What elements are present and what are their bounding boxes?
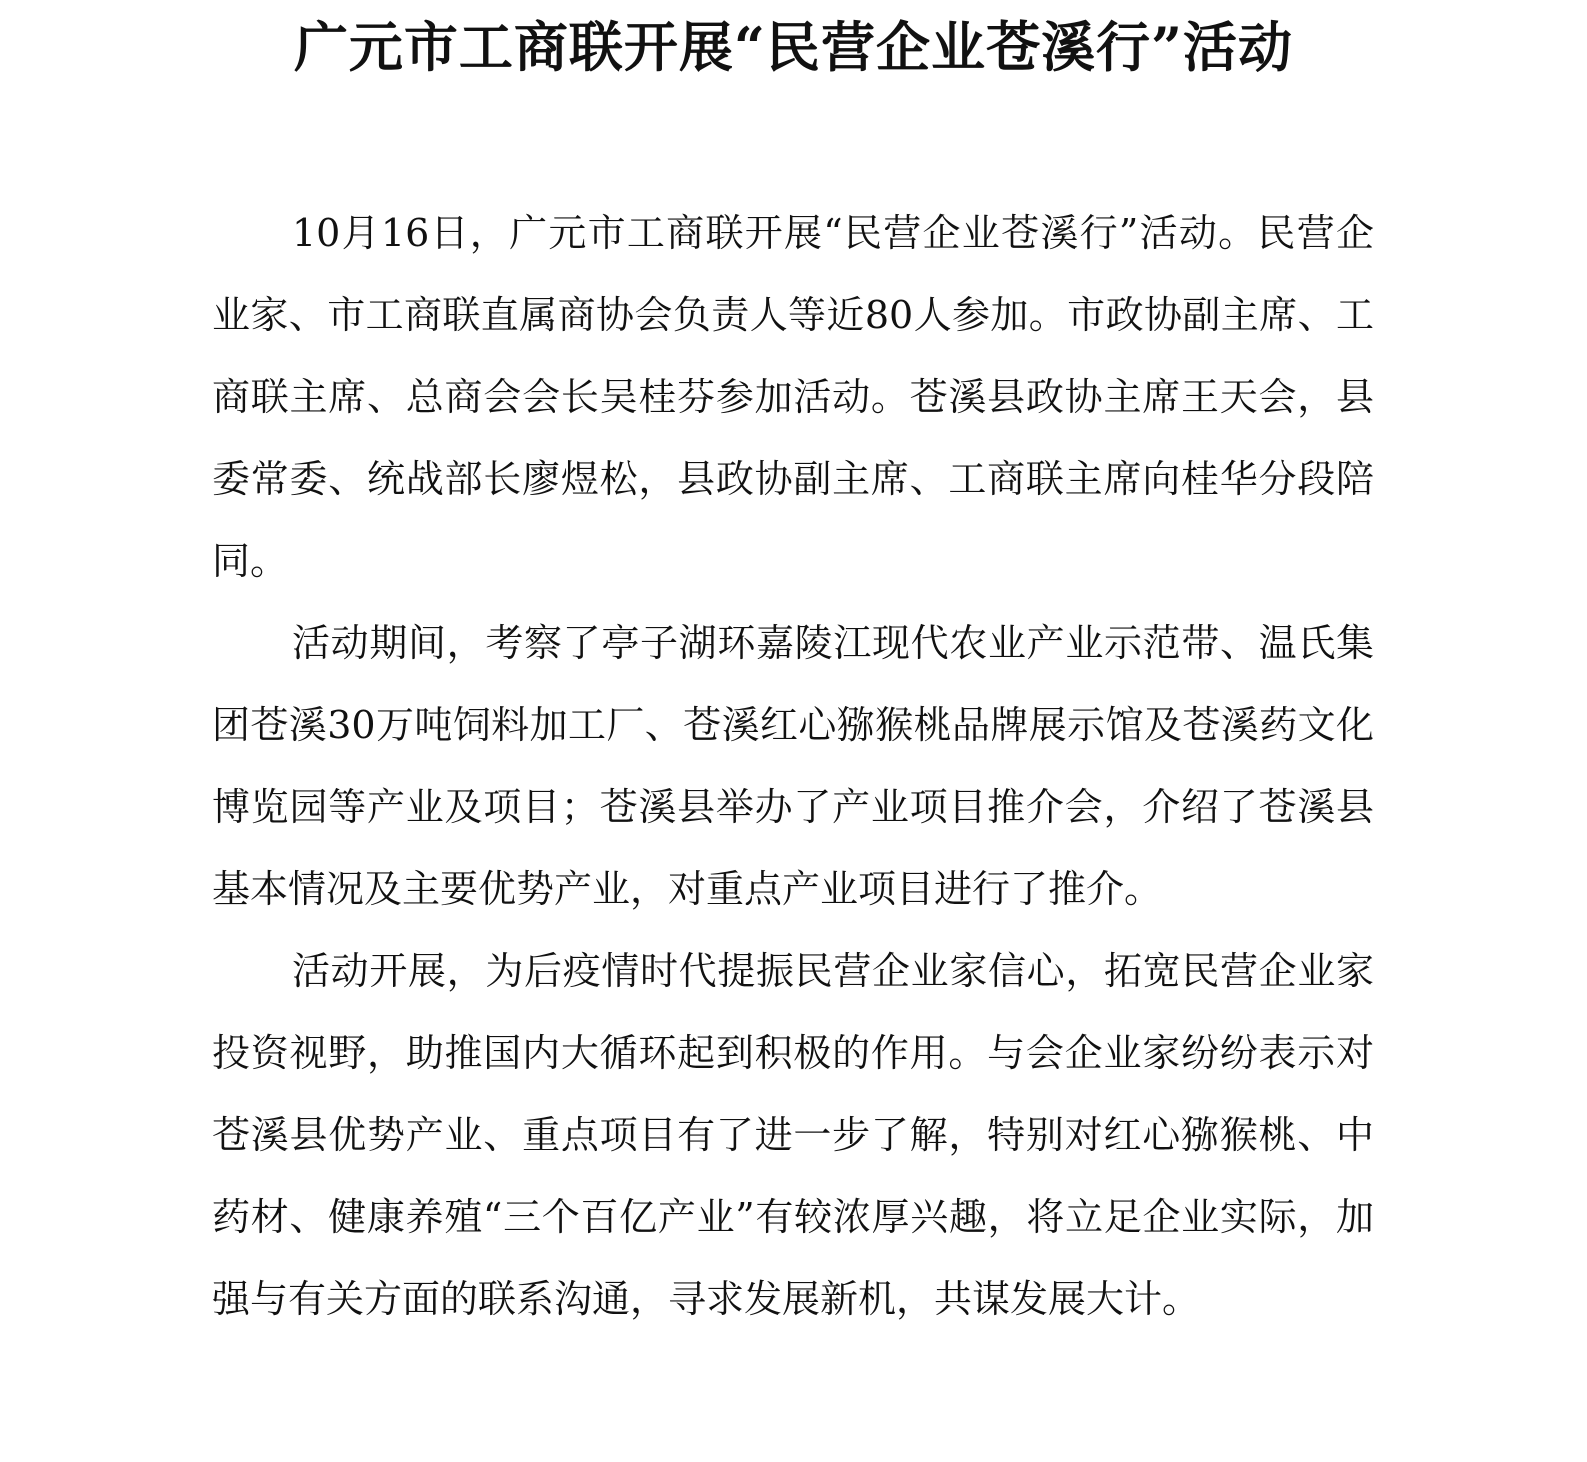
paragraph-2: 活动期间，考察了亭子湖环嘉陵江现代农业产业示范带、温氏集团苍溪30万吨饲料加工厂、苍溪红心猕猴桃品牌展示馆及苍溪药文化博览园等产业及项目；苍溪县举办了产业项目推介会，介绍了苍溪县基本情况及主要优势产业，对重点产业项目进行了推介。 xyxy=(212,621,1374,911)
paragraph-1: 10月16日，广元市工商联开展“民营企业苍溪行”活动。民营企业家、市工商联直属商协会负责人等近80人参加。市政协副主席、工商联主席、总商会会长吴桂芬参加活动。苍溪县政协主席王天会，县委常委、统战部长廖煜松，县政协副主席、工商联主席向桂华分段陪同。 xyxy=(212,211,1374,583)
paragraph-3: 活动开展，为后疫情时代提振民营企业家信心，拓宽民营企业家投资视野，助推国内大循环起到积极的作用。与会企业家纷纷表示对苍溪县优势产业、重点项目有了进一步了解，特别对红心猕猴桃、中药材、健康养殖“三个百亿产业”有较浓厚兴趣，将立足企业实际，加强与有关方面的联系沟通，寻求发展新机，共谋发展大计。 xyxy=(212,949,1374,1321)
document-body xyxy=(212,192,1374,1340)
document-title: 广元市工商联开展“民营企业苍溪行”活动 xyxy=(293,15,1294,79)
